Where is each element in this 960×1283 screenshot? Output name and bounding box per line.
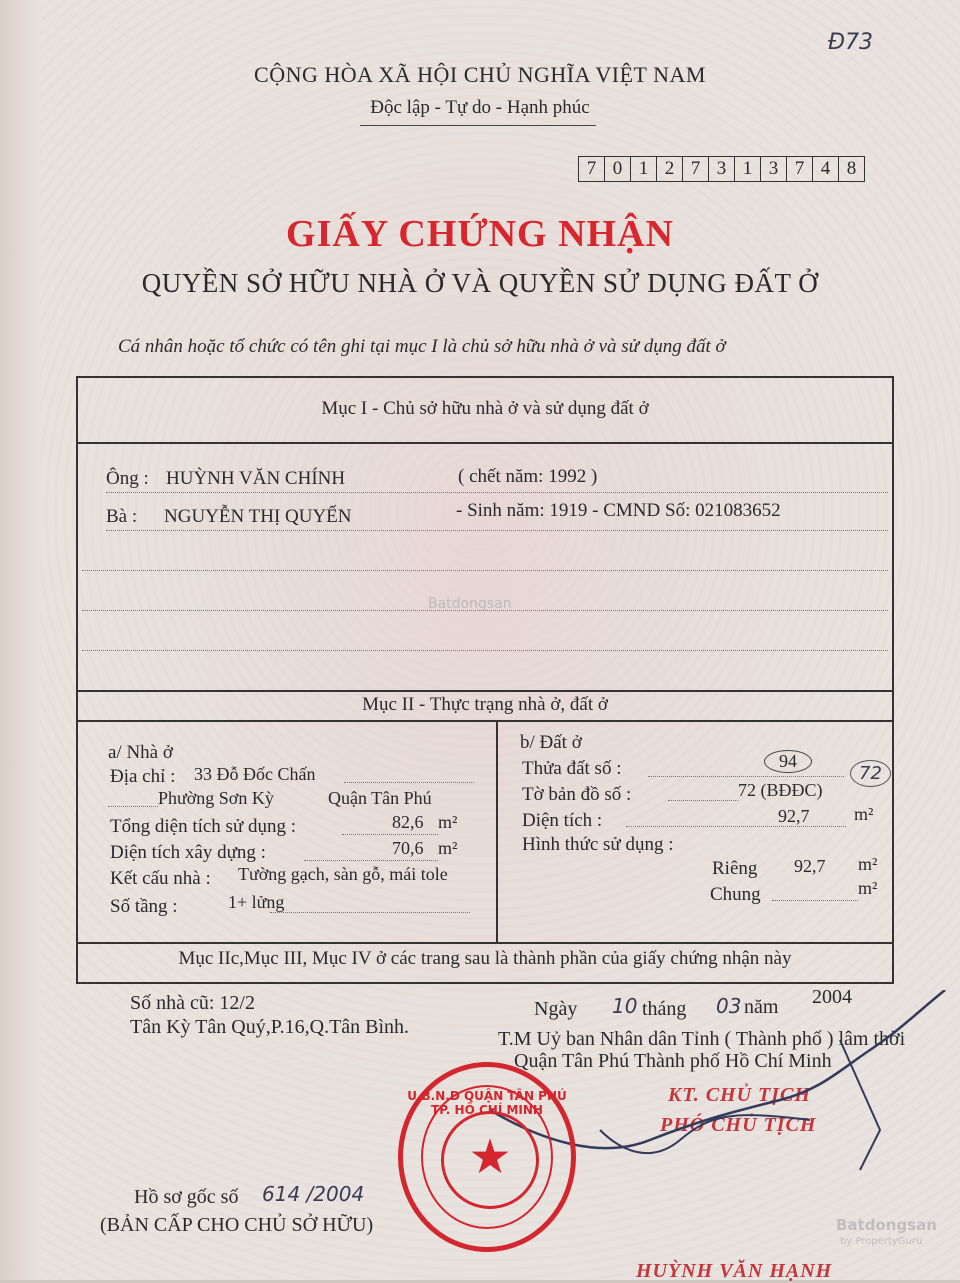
star-icon: ★ [441,1111,539,1209]
serial-digit: 1 [735,157,761,181]
serial-digit: 7 [579,157,605,181]
divider [78,690,892,692]
serial-digit: 7 [683,157,709,181]
old-number-line1: Số nhà cũ: 12/2 [130,992,255,1014]
serial-digit: 1 [631,157,657,181]
owner1-prefix: Ông : [106,468,149,489]
land-plot-value: 94 [764,750,812,773]
owner2-name: NGUYỄN THỊ QUYẾN [164,506,352,527]
owner2-prefix: Bà : [106,506,138,527]
section1-title: Mục I - Chủ sở hữu nhà ở và sử dụng đất ở [321,398,649,419]
copy-note: (BẢN CẤP CHO CHỦ SỞ HỮU) [100,1214,374,1236]
serial-digit: 2 [657,157,683,181]
watermark-corner: Batdongsan [836,1216,937,1234]
serial-digit: 3 [709,157,735,181]
house-address-label: Địa chỉ : [110,766,176,787]
file-number-label: Hồ sơ gốc số [134,1186,239,1208]
dotted-line [270,912,470,913]
house-floors-label: Số tầng : [110,896,178,917]
land-usage-label: Hình thức sử dụng : [522,834,674,855]
serial-number [578,156,865,182]
dotted-line [82,650,888,651]
house-structure-value: Tường gạch, sàn gỗ, mái tole [238,864,448,884]
house-total-area-label: Tổng diện tích sử dụng : [110,816,297,837]
land-unit: m² [858,878,878,898]
divider [78,442,892,444]
house-unit: m² [438,838,458,858]
serial-digit: 7 [787,157,813,181]
certificate-subtitle: QUYỀN SỞ HỮU NHÀ Ở VÀ QUYỀN SỬ DỤNG ĐẤT Ở [141,268,819,298]
file-number-value: 614 /2004 [262,1182,365,1206]
date-day: 10 [612,994,638,1018]
land-shared-label: Chung [710,884,761,905]
land-private-label: Riêng [712,858,758,879]
watermark-center: Batdongsan [428,596,512,612]
certificate-title: GIẤY CHỨNG NHẬN [286,213,674,255]
date-month: 03 [716,994,742,1018]
section2-title: Mục II - Thực trạng nhà ở, đất ở [362,694,608,715]
stamp-text: U.B.N.D QUẬN TÂN PHÚ TP. HỒ CHÍ MINH [407,1089,567,1117]
old-number-line2: Tân Kỳ Tân Quý,P.16,Q.Tân Bình. [130,1016,410,1038]
official-stamp [398,1062,576,1252]
house-unit: m² [438,812,458,832]
date-month-label: tháng [642,998,687,1020]
land-area-value: 92,7 [778,806,810,826]
dotted-line [772,900,858,901]
house-structure-label: Kết cấu nhà : [110,868,211,889]
serial-digit: 0 [605,157,631,181]
details-box [76,376,894,984]
owner1-note: ( chết năm: 1992 ) [458,466,598,487]
owner2-note: - Sinh năm: 1919 - CMND Số: 021083652 [456,500,781,521]
land-unit: m² [858,854,878,874]
sign-title-2: PHÓ CHỦ TỊCH [660,1114,817,1136]
land-map-circle: 72 [850,760,891,787]
divider [78,720,892,722]
dotted-line [108,806,158,807]
dotted-line [304,860,438,861]
motto-underline [360,125,596,126]
land-map-value: 72 (BĐĐC) [738,780,823,800]
land-area-label: Diện tích : [522,810,603,831]
authority-line2: Quận Tân Phú Thành phố Hồ Chí Minh [514,1050,832,1072]
watermark-sub: by PropertyGuru [840,1236,923,1247]
house-build-area-label: Diện tích xây dựng : [110,842,266,863]
date-day-label: Ngày [534,998,578,1020]
date-year-label: năm [744,996,779,1018]
dotted-line [342,834,438,835]
dotted-line [106,492,888,493]
land-map-label: Tờ bản đồ số : [522,784,632,805]
divider [78,942,892,944]
corner-code: Đ73 [828,30,874,55]
dotted-line [106,530,888,531]
dotted-line [344,782,474,783]
house-total-area-value: 82,6 [392,812,424,832]
land-private-value: 92,7 [794,856,826,876]
column-divider [496,720,498,942]
dotted-line [668,800,738,801]
sign-title-1: KT. CHỦ TỊCH [668,1084,811,1106]
date-year: 2004 [812,986,852,1008]
dotted-line [626,826,846,827]
dotted-line [648,776,844,777]
house-build-area-value: 70,6 [392,838,424,858]
serial-digit: 8 [846,158,857,179]
page-edge [0,0,40,1280]
national-title: CỘNG HÒA XÃ HỘI CHỦ NGHĨA VIỆT NAM [254,62,706,87]
house-district: Quận Tân Phú [328,788,432,808]
signer-name: HUỲNH VĂN HẠNH [636,1260,833,1282]
house-address-value: 33 Đỗ Đốc Chấn [194,764,316,784]
land-heading: b/ Đất ở [520,732,582,753]
authority-line1: T.M Uỷ ban Nhân dân Tỉnh ( Thành phố ) lâm thời [498,1028,906,1050]
house-heading: a/ Nhà ở [108,742,173,763]
dotted-line [82,570,888,571]
serial-digit: 3 [761,157,787,181]
land-unit: m² [854,804,874,824]
serial-digit: 4 [813,157,839,181]
owner1-name: HUỲNH VĂN CHÍNH [166,468,346,489]
intro-text: Cá nhân hoặc tổ chức có tên ghi tại mục I là chủ sở hữu nhà ở và sử dụng đất ở [118,336,726,357]
national-motto: Độc lập - Tự do - Hạnh phúc [370,97,590,118]
house-ward: Phường Sơn Kỳ [158,788,274,808]
footer-note: Mục IIc,Mục III, Mục IV ở các trang sau là thành phần của giấy chứng nhận này [178,948,792,969]
land-plot-label: Thửa đất số : [522,758,622,779]
house-floors-value: 1+ lửng [228,892,285,912]
